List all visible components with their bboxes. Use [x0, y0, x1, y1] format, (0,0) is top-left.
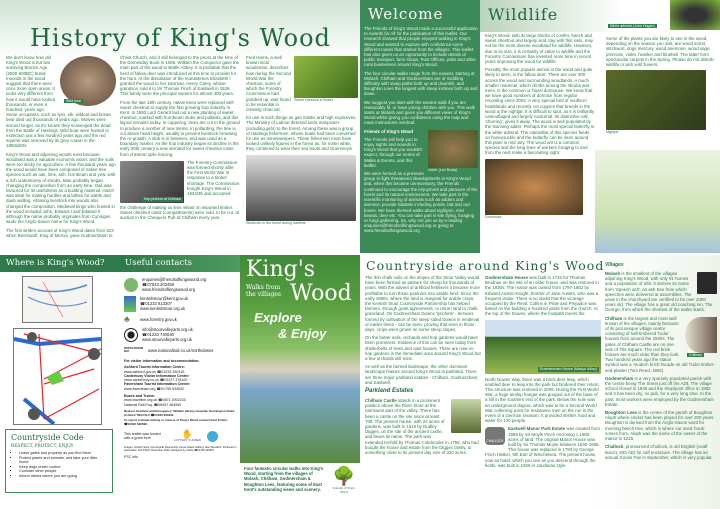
welcome-panel: [360, 0, 480, 253]
contact-email[interactable]: kentishstour@kent.gov.uk: [140, 296, 188, 301]
chilham-castle-text: stands in a prominent position above the River Stour at the narrowest part of the valley. There has been a castle on the site since at least 709. The present house, with 24 acres of gardens, was built in 1616 by Dudley Digges, on the site of the ancient castle, and bears its name. The park was extended tenfold by Thomas Colebrooke in 1755, who had bought the house and estate from the Digges family, to something close to its present day size of 320 acres.: [365, 398, 479, 456]
location-map-small[interactable]: [22, 276, 93, 323]
eastwell-text: was created from 1589 by Sir Moyle Finch enclosing c.1600 acres of land. The original Manor House was built by Sir Thomas Moyle between 1540-1556. This house was replaced in 1793 by George Finch Hatton, 9th Earl of Winchelsea. The present house, now an hotel, which you see as you descend through the fields, was built in 1926 in Jacobean style.: [485, 426, 601, 468]
godmersham-lead: Godmersham House: [485, 275, 528, 280]
history-p2: King's Wood and adjoining woods exist because woodland was a valuable economic asset, and the soils were too sticky for agriculture. A few thousand years ago the wood would have been composed of native tree species such as oak, lime, ash, hornbeam and yew, with a rich understorey of shrubs. Man probably began changing the composition from an early time. Oak was favoured for its usefulness as a building material. Hazel was ideal for making hurdles and lathes for wattle and daub walling. Allowing livestock into woods also changed the composition. Medieval kings who hunted in the wood included John, Edward I and Edward II although the name probably originates from Cyninges wudu the Anglo-Saxon name for King's Wood.: [6, 151, 116, 225]
emergency-info: Nearest Accident and Emergency: William Harvey Hospital, Kennington Road, Ashford TN24 0LZ ☎01233 633331.: [124, 408, 235, 417]
village-name: Challock: [605, 444, 624, 450]
adder-caption: Adder (Lee Brady): [428, 167, 458, 172]
north-downs-way-logo-icon: NORTH DOWNS WAY: [124, 347, 144, 353]
godmersham-caption: Godmersham House (Martyn Adley): [539, 367, 597, 372]
history-title: History of King's Wood: [30, 24, 331, 52]
wildlife-panel: [480, 0, 720, 253]
where-header: [0, 255, 120, 272]
chilham-photo: [685, 317, 717, 353]
cover-panel: [240, 255, 360, 509]
centre-detail: www.canterbury.co.uk ☎01227 378100: [124, 378, 188, 383]
godmersham-house-photo: [485, 320, 601, 374]
contact-phone: ☎01233 740040: [142, 332, 174, 337]
wild-boar-photo: [60, 56, 116, 106]
village-name: Chilham: [605, 315, 623, 321]
centre-detail: www.faversham.org ☎01795 534542: [124, 386, 185, 391]
police-info: To report criminal activity or misuse of King's Wood contact Kent Police: ☎01622 690690.: [124, 418, 228, 426]
around-panel: [360, 255, 720, 509]
transport-line: www.traveline.org.uk ☎0871 2002233: [124, 398, 186, 403]
village-sign-photo: [697, 272, 717, 294]
code-item: ▪ Keep dogs under control: [19, 465, 107, 470]
wildlife-title: Wildlife: [488, 5, 559, 24]
village-text: is the largest and most well known of the villages, mainly because of its picturesque village centre consisting of half-timbered Tudor houses from around the 1500s. The gates of Chilham Castle are on one side of The Square. The red brick houses are much older than they look. Two hundred years ago the status symbol was a 'modern brick' facade on old Tudor timber-and-plaster (Tom Reed, 1992).: [605, 315, 715, 373]
white-admiral-photo: [670, 0, 720, 30]
centre-name: Faversham Tourist Information Centre:: [124, 382, 191, 387]
wild-boar-caption: Wild boar: [66, 98, 82, 103]
visitor-heading: For visitor information and accommodation:: [124, 359, 200, 363]
history-p5: From the late 18th century, native trees were replaced with sweet chestnut to supply the fast growing hop industry in Kent. In 1893 Lord Gerard laid out a new planting of sweet chestnut, marked with hornbeam stubs and pollards, and this layout remains today. In coppicing, trees are cut to the ground to produce a number of new stems. In pollarding, the tree is cut above head height, usually to prevent livestock browsing the re-growth. A stub is in between, and was used as a boundary marker. As the hop industry began its decline in the early 20th century a new demand for sweet chestnut came from chestnut spile fencing.: [120, 99, 240, 157]
contacts-header: [120, 255, 240, 272]
centre-detail: www.ashford.gov.uk ☎01233 330316: [124, 369, 185, 374]
village-text: , pronounced Chollock, is old English (cealf leacn), 833 AD) for calf enclosure. The village has an annual Goose Fair in September, which is very popular.: [605, 444, 713, 460]
stour-valley-arts-logo-icon: [124, 328, 138, 342]
around-p3: As well as the farmed landscape, the other dominant landscape feature around King's Wood is parkland. There are three major parkland estates - Chilham, Godmersham, and Eastwell.: [365, 364, 479, 385]
around-p1: The thin chalk soils on the slopes of the Stour Valley would have been farmed as pasture for sheep for thousands of years. With the advent of artificial fertilisers it became more profitable to turn these pastures into arable land. Since the early 1990s, where the land is marginal for arable crops, the Kentish Stour Countryside Partnership has helped farmers, through grant agreements, to return land to chalk grassland. On Godmersham Downs 'lynchets' - terraces formed by cultivation of the steep sided Downs in medieval or earlier times - can be seen, proving that even in those days, crops were grown on some steep slopes.: [365, 275, 480, 333]
sign-text: CHALLOCK: [486, 439, 504, 444]
history-p7: the challenge of making us less reliant on imported timber. Sweet chestnut cants (compartments) were sold, to be cut, at auction in the Chequers Pub at Chilham every year.: [120, 204, 240, 221]
village-text: is the centre of the parish of Boughton Aluph where cricket has been played for over 200 years. Boughton is derived from the Anglo-Saxon word for morning beech tree, which is where our word 'book' comes from. Aluph was the name of the owner of the manor in 1215.: [605, 410, 715, 442]
wildlife-p2: Possibly the most popular animal in the wood and quite likely to seen, is the fallow deer. There are over 300 across the wood and surrounding woodlands. A much smaller mammal, which climbs among the shrubs and trees, is the common or hazel dormouse. We know that we have good numbers of dormice from regular recording since 2002. A very special bird of southern heathlands and recently cut coppice that breeds in the wood is the nightjar. It is difficult to spot, as it is brilliantly camouflaged and largely nocturnal. Its distinctive call, 'churring', gives it away. The wood is well populated by the stunning adder. Perhaps the most special butterfly is the white admiral. The caterpillar of this species feeds on honeysuckle and the butterfly can be seen around this plant in mid July. The wood ant is a common species and the long lines of workers foraging to and from the nest make a fascinating sight.: [485, 67, 595, 156]
lottery-label: LOTTERY FUNDED: [174, 438, 202, 443]
contacts-title: Useful contacts: [125, 258, 192, 268]
history-p1: We don't know how old King's Wood is but two surviving Bronze Age (2000-600BC) burial mounds in the wood suggest that there were once more open areas. It looks very different from how it would have looked thousands, or even a hundred, years ago. Some occupants, such as lynx, elk, wildcat and brown bear died out thousands of years ago. Wolves were around longer, as it's known they scavenged the dead from the Battle of Hastings. Wild boar were hunted to extinction just a few hundred years ago and the red squirrel was removed by its grey cousin in the 1950s/60s.: [6, 55, 111, 149]
contact-web[interactable]: www.friendsofkingswood.org: [142, 287, 196, 292]
hop-pickers-photo: [120, 161, 184, 203]
code-subtitle: RESPECT, PROTECT, ENJOY: [11, 444, 74, 449]
welcome-subhead: Friends of King's Wood: [364, 128, 414, 134]
history-p4: Christ Church, and it still belonged to the priors at the time of the Domesday Book in 1086. William the Conqueror gave the main part of the wood to Battle Abbey. It is probable that the herd of fallow deer was introduced at this time to provide for the hunt. At the dissolution of the monasteries Elizabeth I granted the wood to her kinsman, Henry Carey, whose grandson sold it to Sir Thomas Finch of Eastwell in 1628. This family were the principal owners for almost 400 years.: [120, 55, 240, 97]
contact-web[interactable]: www.stourvalleyarts.org.uk: [142, 337, 192, 342]
wildlife-p3: Some of the plants you are likely to see in the wood, depending on the season you visit, are wood sorrel, stitchwort, dogs mercury, wood anemone, wood sage, primrose, violet, heather and bluebell. The latter form spectacular carpets in the Spring. Please do not disturb wildlife or pick wild flowers.: [606, 36, 714, 68]
village-text: is the smallest of the villages adjoining King's Wood, with only 91 homes and a population of 208. It derives its name from 'Speech ash', an ash tree from which speeches were delivered at assemblies. The yews in the churchyard are certified to be over 2000 years old. The village has a great old coaching inn, The George, from which the shortest of the walks starts.: [605, 271, 713, 313]
welcome-p2: The four circular walks range from the easiest, starting at Molash. Chilham and Godmersham are of middling difficulty with steep paths both up and downhill, and Boughton Lees the longest with steep inclines both up and down.: [364, 70, 478, 97]
code-item: ▪ Consider other people: [19, 469, 107, 474]
contact-phone: ☎07523 203458: [142, 282, 174, 287]
chilham-castle-lead: Chilham Castle: [365, 398, 397, 404]
credits-text: Images: Kentish Stour Countryside Partnership unless stated. Editing: Alan Woodlins. Produced in association with KSCP, December 2010. Designed by Clarity ☎01303 249521: [124, 445, 237, 453]
godmersham-text: was built in 1732 for Thomas Brodnax on the site of an older house, and was restored in the 1930s. The manor was owned from 1797-1852 by Edward Austen-Knight, brother of Jane Austen, who was a frequent visitor. There is no doubt that the vicarage occupied by the Revd. Collins in Pride and Prejudice was based on the building a hundred yards from the church. At the top of the Downs, where the footpath meets the: [485, 275, 599, 317]
adder-photo: [428, 130, 478, 168]
nightjar-caption: Nightjar: [606, 130, 619, 135]
contact-phone: ☎01233 813307: [140, 301, 172, 306]
deer-illustration: [595, 150, 720, 253]
history-panel: [0, 0, 360, 253]
cover-title-1: King's: [246, 257, 316, 282]
cover-title-2: Wood: [290, 281, 352, 306]
friends-of-kings-wood-logo: 🌳 Friends of King's Wood: [330, 465, 358, 505]
cover-blurb: Four fantastic circular walks into King's Wood, starting from the villages of Molash, Chilham, Godmersham & Boughton Lees, featuring some of East Kent's outstanding views and scenery.: [244, 466, 324, 492]
logo-text: Friends of King's Wood: [332, 486, 356, 494]
village-name: Molash: [605, 271, 621, 276]
funded-text: This leaflet was funded with a grant from: [124, 431, 161, 441]
transport-heading: Buses and Trains:: [124, 394, 155, 399]
village-name: Godmersham: [605, 375, 634, 381]
centre-name: Canterbury Visitor Information Centre:: [124, 373, 190, 378]
dormouse-caption: Dormouse: [485, 214, 502, 219]
village-text: is a very sparsely populated parish with the centre being The Street just off the A28. The village school closed in 1946 and the shop/post office in 1982 and it has been dry, no pub, for a very long time. In the past, most workers were employed by the Godmersham Estate.: [605, 375, 714, 407]
white-admiral-caption: White admiral (John Hogan): [610, 24, 655, 28]
where-title: Where is King's Wood?: [6, 258, 105, 268]
godmersham-text-2: North Downs Way, there was a brick deer leap, which enabled deer to leap into the park but hindered their return. This structure was restored in 2009. During the First World War, a huge airship hangar was gouged out of the base of a hill in the southern end of the park. Below the hole was an underground dugout, which was to be a Second World War collecting point for resistance men on the run in the event of a German invasion. It provided shelter, food and water for 120 people.: [485, 376, 600, 424]
code-title: Countryside Code: [11, 433, 84, 442]
history-p3: The first written account of King's Wood dates from 823 when Beornwulf, King of Mercia, gave Godmersham to: [6, 227, 114, 238]
friends-logo-icon: [124, 278, 138, 292]
fsc-info: FSC info: [124, 455, 138, 460]
cover-tagline-1: Explore: [254, 310, 302, 325]
welcome-p4: The Friends will help you to enjoy sights and sounds in King's Wood that you wouldn't expect, through our series of Walks & Events, and this leaflet.: [364, 136, 423, 168]
sweet-chestnut-photo: [294, 56, 358, 98]
transport-line: National Rail Enq. ☎08457 484950: [124, 402, 182, 407]
welcome-p1: The Friends of King's Wood made a successful application to Awards for All for the publication of this leaflet. Our research showed that people enjoyed walking in King's Wood and wanted to explore with confidence some different routes that started from the villages. This leaflet has also given us an opportunity to include details of public transport, farm shops, Post Offices, pubs and other rural businesses around King's Wood.: [364, 26, 478, 68]
cover-subtitle: Walks from the villages: [246, 284, 281, 298]
contact-email[interactable]: info@stourvalleyarts.org.uk: [142, 327, 193, 332]
contact-web[interactable]: www.kentishstour.org.uk: [140, 306, 186, 311]
history-p8: Fred Harris, a well known local woodsman, describes how during the Second World War the chestnut, some of which the Forestry Commission had grubbed up, was found to be essential in creating charcoal,: [246, 55, 291, 113]
villages-heading: Villages: [605, 262, 624, 268]
tree-photo: [451, 399, 481, 433]
code-item: ▪ Inform others where you are going: [19, 474, 107, 479]
parkland-heading: Parkland Estates: [365, 388, 414, 395]
lottery-logo: ✋ LOTTERY FUNDED: [174, 429, 202, 443]
cover-tagline-2: & Enjoy: [278, 326, 327, 341]
sweet-chestnut-caption: Sweet chestnut in flower: [294, 98, 333, 102]
kentish-stour-logo-icon: [124, 296, 136, 312]
centre-name: Ashford Tourist Information Centre:: [124, 365, 186, 370]
contact-email[interactable]: enquiries@friendsofkingswood.org: [142, 277, 207, 282]
location-map-large[interactable]: [13, 328, 102, 425]
awards-logo-icon: [207, 431, 218, 442]
contact-web[interactable]: www.nationaltrail.co.uk/northdowns: [148, 347, 214, 353]
welcome-p5: We were formed as a pressure group to fight threatened developments in King's Wood and, when this became unnecessary, the Friends continued to encourage the enjoyment and pleasure of the forest and its natural environment. We take part in the scientific monitoring of animals such as adders and dormice; provide habitats including ponds, bat and owl boxes. We have themed walks about nightjars, mini beasts, deer etc. You can take part in kite flying, foraging or fungi gathering. So, why not join us by e-mailing enquiries@friendsofkingswood.org or going to www.friendsofkingswood.org: [364, 171, 478, 234]
around-title: Countryside around King's Wood: [366, 258, 605, 273]
dormouse-photo: [485, 159, 583, 215]
eastwell-lead: Eastwell Manor Park Estate: [508, 426, 566, 432]
code-item: ▪ Protect plants and animals, and take your litter home: [19, 456, 107, 465]
around-p2: On the better soils, orchards and hop gardens would have been prominent. Evidence of this can be seen today from shelterbelts of trees and oast houses. There are now no hop gardens in the immediate area around King's Wood but a few orchards still exist.: [365, 335, 481, 362]
village-name: Boughton Lees: [605, 410, 637, 416]
chilham-caption: Chilham: [689, 352, 703, 357]
welcome-title: Welcome: [368, 5, 444, 23]
nightjar-photo: [606, 70, 706, 130]
challock-sign: [485, 427, 505, 445]
countryside-code-box: [5, 429, 113, 493]
forestry-logo-icon: ♣: [124, 314, 130, 324]
hop-pickers-caption: Hop pickers at Chilham: [143, 197, 181, 202]
wildlife-p1: King's Wood, with its large blocks of conifer, beech and sweet chestnut and largely acid clay with flint soils, may not be the most diverse woodland for wildlife. However, due to its size, it is certainly of value to wildlife and the Forestry Commission has invested more time in recent years improving the wood for wildlife.: [485, 33, 594, 65]
workmen-caption: Workmen in the forest during wartime: [246, 220, 306, 225]
welcome-p3: We suggest you start with the easiest walk if you are reasonably fit, or have young children with you. This walk starts at Molash and gives you different views of King's Wood whilst giving you confidence using the map and route instructions overleaf.: [364, 99, 475, 126]
history-p9: for use in such things as gas masks and high explosives. The Ministry of Labour directed extra manpower (including girls) to the forest. Among these was a group of Hastings fishermen, whose boats had been converted for use as minesweepers. These fishermen must have looked unlikely figures in the forest as, for some while, they continued to wear their sea boots and Guernseys!: [246, 115, 357, 152]
workmen-photo: [246, 155, 356, 221]
code-item: ▪ Leave gates and property as you find them: [19, 451, 107, 456]
history-p6: The Forestry Commission was formed shortly after the First World War in response to a timber shortage. The Commission bought King's Wood in 1934/35 and accepted: [187, 159, 240, 197]
contact-web[interactable]: www.forestry.gov.uk: [140, 316, 177, 322]
